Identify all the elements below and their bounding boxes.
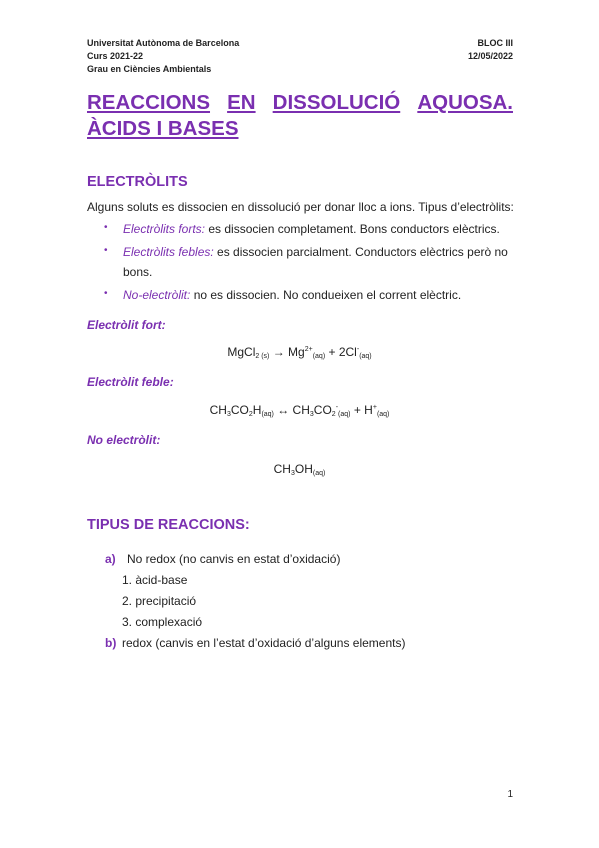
- header-course: Curs 2021-22: [87, 51, 144, 61]
- section-heading-reactions: TIPUS DE REACCIONS:: [87, 517, 250, 533]
- list-item-text: es dissocien parcialment. Conductors elèctrics però no: [213, 245, 508, 259]
- list-item-non: [123, 285, 461, 305]
- title-word: EN: [227, 91, 256, 114]
- bullet-icon: •: [104, 222, 108, 233]
- list-item-text: no es dissocien. No condueixen el corrent elèctric.: [190, 288, 462, 302]
- page-title: [87, 90, 513, 142]
- equation-strong: MgCl$_{2 (s)}$ → $Mg^{2+}_{(aq)} + 2Cl^-_{(aq)}$: [227, 345, 372, 360]
- page-number: 1: [507, 789, 513, 800]
- header-left: [87, 37, 239, 76]
- list-marker-a: a): [105, 552, 116, 566]
- header-university: Universitat Autònoma de Barcelona: [87, 38, 240, 48]
- label-weak-electrolyte: Electròlit feble:: [87, 375, 174, 389]
- bullet-icon: •: [104, 288, 108, 299]
- equation-non: $CH_3OH_{(aq)}$: [273, 462, 326, 477]
- sub-item-complexation: 3. complexació: [122, 615, 203, 629]
- list-item-text: es dissocien completament. Bons conductors elèctrics.: [205, 222, 500, 236]
- list-item-term: Electròlits forts:: [123, 222, 206, 236]
- header-date: 12/05/2022: [467, 51, 513, 61]
- bullet-icon: •: [104, 245, 108, 256]
- title-line-2: ÀCIDS I BASES: [87, 117, 239, 140]
- sub-item-precipitation: 2. precipitació: [122, 594, 197, 608]
- list-marker-b: b): [105, 636, 117, 650]
- sub-item-acid-base: 1. àcid-base: [122, 573, 188, 587]
- header-degree: Grau en Ciències Ambientals: [87, 64, 212, 74]
- list-item-weak: [123, 242, 508, 262]
- list-item-weak-cont: bons.: [123, 265, 153, 279]
- list-item-term: Electròlits febles:: [123, 245, 214, 259]
- title-line-1: [87, 90, 513, 116]
- list-item-no-redox: No redox (no canvis en estat d’oxidació): [127, 552, 341, 566]
- header-right: [468, 37, 513, 63]
- list-item-term: No-electròlit:: [123, 288, 191, 302]
- title-word: REACCIONS: [87, 91, 211, 114]
- equation-weak: $CH_3CO_2H_{(aq)}$ ↔ $CH_3CO_2^-_{(aq)} + H^+_{(aq)}$: [209, 403, 390, 418]
- label-strong-electrolyte: Electròlit fort:: [87, 318, 166, 332]
- header-block: BLOC III: [477, 38, 513, 48]
- title-word: AQUOSA.: [417, 91, 513, 114]
- list-item-strong: [123, 219, 500, 239]
- electrolytes-intro: Alguns soluts es dissocien en dissolució per donar lloc a ions. Tipus d’electròlits:: [87, 200, 514, 214]
- label-non-electrolyte: No electròlit:: [87, 433, 161, 447]
- title-word: DISSOLUCIÓ: [272, 91, 401, 114]
- section-heading-electrolytes: ELECTRÒLITS: [87, 174, 188, 190]
- list-item-redox: redox (canvis en l’estat d’oxidació d’alguns elements): [122, 636, 406, 650]
